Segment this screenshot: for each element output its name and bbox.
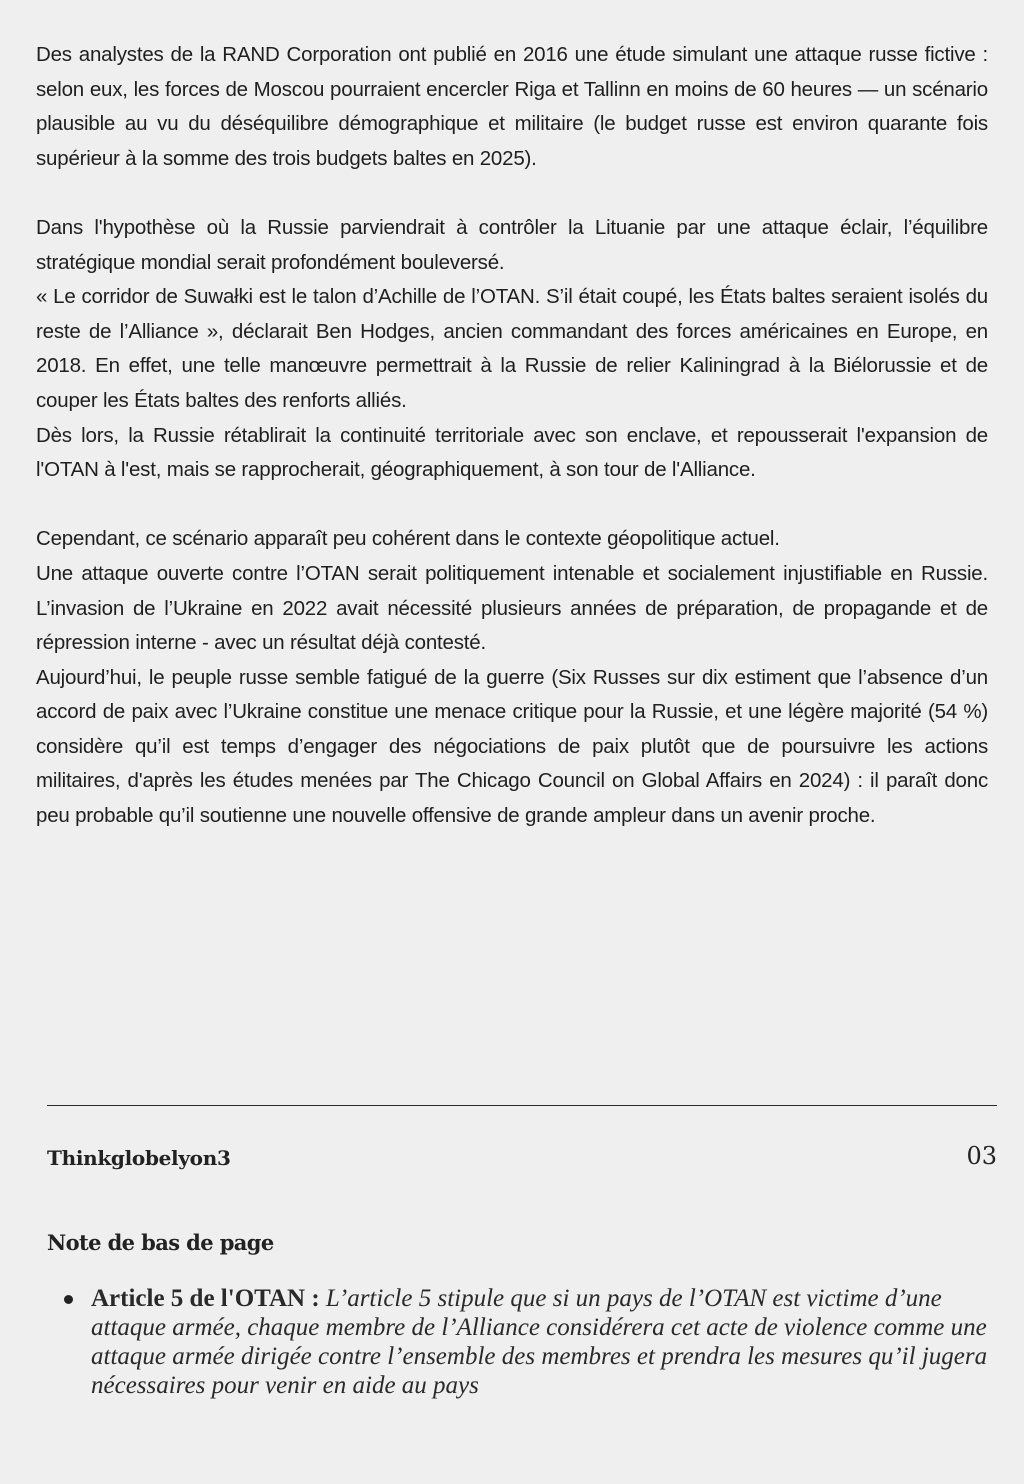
paragraph-spacer [36,176,988,211]
paragraph-spacer [36,488,988,523]
paragraph-war-fatigue: Aujourd’hui, le peuple russe semble fatigué de la guerre (Six Russes sur dix estiment que l’absence d’un accord de paix avec l’Ukraine constitue une menace critique pour la Russie, et une légère majorité (54 %) considère qu’il est temps d’engager des négociations de paix plutôt que de poursuivre les actions militaires, d'après les études menées par The Chicago Council on Global Affairs en 2024) : il paraît donc peu probable qu’il soutienne une nouvelle offensive de grande ampleur dans un avenir proche. [36,665,988,828]
bullet-icon [64,1295,73,1304]
footer-divider [47,1105,997,1106]
paragraph-open-attack: Une attaque ouverte contre l’OTAN serait politiquement intenable et socialement injustifiable en Russie. L’invasion de l’Ukraine en 2022 avait nécessité plusieurs années de préparation, de propagande et de répression interne - avec un résultat déjà contesté. [36,561,988,655]
footnote-item [62,1284,1017,1400]
footnote-term: Article 5 de l'OTAN : [91,1285,320,1312]
paragraph-suwalki-quote: « Le corridor de Suwałki est le talon d’Achille de l’OTAN. S’il était coupé, les États baltes seraient isolés du reste de l’Alliance », déclarait Ben Hodges, ancien commandant des forces américaines en Europe, en 2018. En effet, une telle manœuvre permettrait à la Russie de relier Kaliningrad à la Biélorussie et de couper les États baltes des renforts alliés. [36,285,988,412]
page-number: 03 [966,1142,997,1170]
footnote-list [62,1284,1017,1400]
footnote-text: L’article 5 stipule que si un pays de l’OTAN est victime d’une attaque armée, chaque membre de l’Alliance considérera cet acte de violence comme une attaque armée dirigée contre l’ensemble des membres et prendra les mesures qu’il jugera nécessaires pour venir en aide au pays [91,1285,988,1399]
paragraph-territorial-continuity: Dès lors, la Russie rétablirait la continuité territoriale avec son enclave, et repousserait l'expansion de l'OTAN à l'est, mais se rapprocherait, géographiquement, à son tour de l'Alliance. [36,423,988,482]
footer-brand: Thinkglobelyon3 [47,1146,231,1170]
article-body [36,38,988,834]
footnote-heading: Note de bas de page [47,1230,274,1255]
paragraph-scenario-incoherent: Cependant, ce scénario apparaît peu cohérent dans le contexte géopolitique actuel. [36,527,780,551]
paragraph-lithuania-hypothesis: Dans l'hypothèse où la Russie parviendrait à contrôler la Lituanie par une attaque éclair, l’équilibre stratégique mondial serait profondément bouleversé. [36,215,988,274]
paragraph-rand-study: Des analystes de la RAND Corporation ont publié en 2016 une étude simulant une attaque russe fictive : selon eux, les forces de Moscou pourraient encercler Riga et Tallinn en moins de 60 heures — un scénario plausible au vu du déséquilibre démographique et militaire (le budget russe est environ quarante fois supérieur à la somme des trois budgets baltes en 2025). [36,43,988,170]
